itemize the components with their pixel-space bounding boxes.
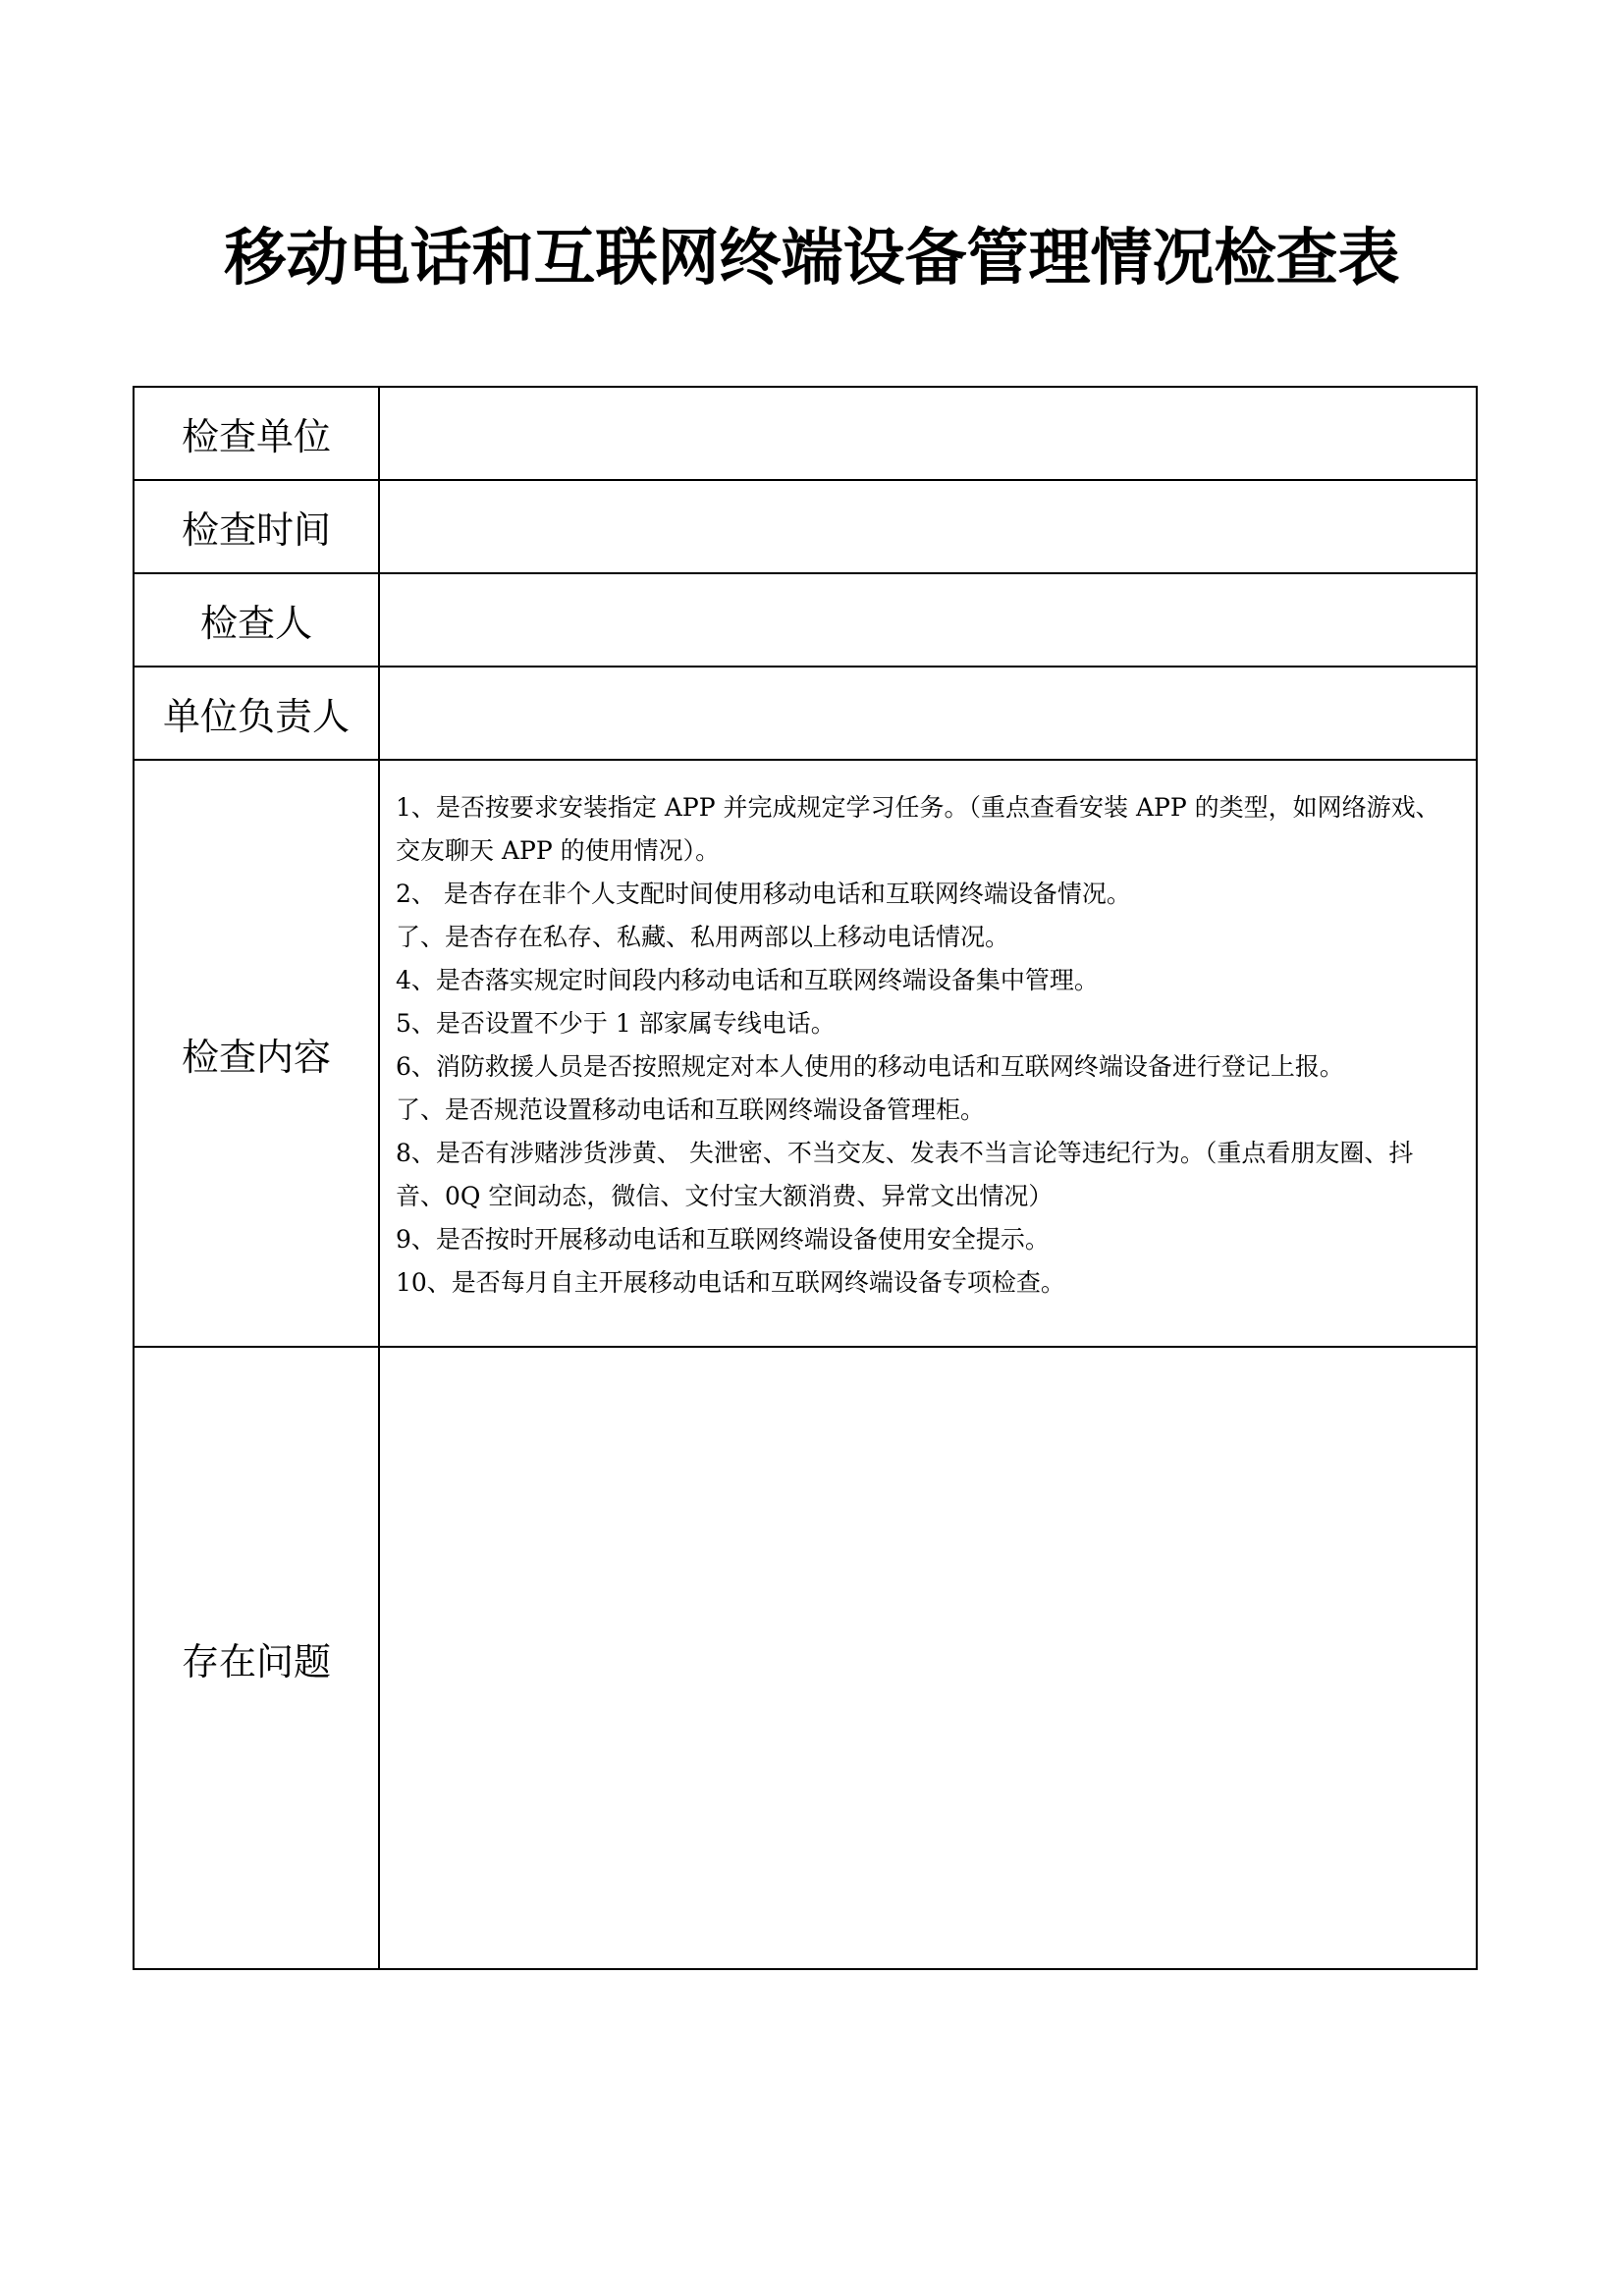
content-item: 1、是否按要求安装指定 APP 并完成规定学习任务。（重点查看安装 APP 的类型，如网络游戏、交友聊天 APP 的使用情况）。 [396, 793, 1440, 865]
inspection-time-label: 检查时间 [134, 480, 379, 573]
issues-label: 存在问题 [134, 1347, 379, 1969]
form-row-inspection-content [134, 760, 1477, 1347]
content-item: 2、 是杏存在非个人支配时间使用移动电话和互联网终端设备情况。 [396, 880, 1131, 908]
inspection-content-cell [379, 760, 1477, 1347]
unit-head-label: 单位负责人 [134, 667, 379, 760]
form-row-inspection-time [134, 480, 1477, 573]
inspection-form-table [133, 386, 1478, 1970]
content-item: 了、是否规范设置移动电话和互联网终端设备管理柜。 [396, 1095, 986, 1124]
inspection-time-field[interactable] [379, 480, 1477, 573]
content-item: 5、是否设置不少于 1 部家属专线电话。 [396, 1009, 836, 1038]
inspection-content-label: 检查内容 [134, 760, 379, 1347]
inspector-label: 检查人 [134, 573, 379, 667]
inspection-unit-label: 检查单位 [134, 387, 379, 480]
page-title: 移动电话和互联网终端设备管理情况检查表 [224, 221, 1400, 294]
form-row-inspector [134, 573, 1477, 667]
issues-field[interactable] [379, 1347, 1477, 1969]
content-item: 8、是否有涉赌涉货涉黄、 失泄密、不当交友、发表不当言论等违纪行为。（重点看朋友圈、抖音、0Q 空间动态，微信、文付宝大额消费、异常文出情况） [396, 1139, 1414, 1210]
form-row-issues [134, 1347, 1477, 1969]
form-row-unit-head [134, 667, 1477, 760]
inspection-unit-field[interactable] [379, 387, 1477, 480]
content-item: 6、消防救援人员是否按照规定对本人使用的移动电话和互联网终端设备进行登记上报。 [396, 1052, 1344, 1081]
content-item: 了、是杏存在私存、私藏、私用两部以上移动电话情况。 [396, 923, 1010, 951]
form-row-inspection-unit [134, 387, 1477, 480]
inspection-content-list [396, 786, 1462, 1305]
content-item: 4、是杏落实规定时间段内移动电话和互联网终端设备集中管理。 [396, 966, 1099, 994]
content-item: 9、是否按时开展移动电话和互联网终端设备使用安全提示。 [396, 1225, 1050, 1254]
unit-head-field[interactable] [379, 667, 1477, 760]
inspector-field[interactable] [379, 573, 1477, 667]
content-item: 10、是否每月自主开展移动电话和互联网终端设备专项检查。 [396, 1268, 1065, 1297]
